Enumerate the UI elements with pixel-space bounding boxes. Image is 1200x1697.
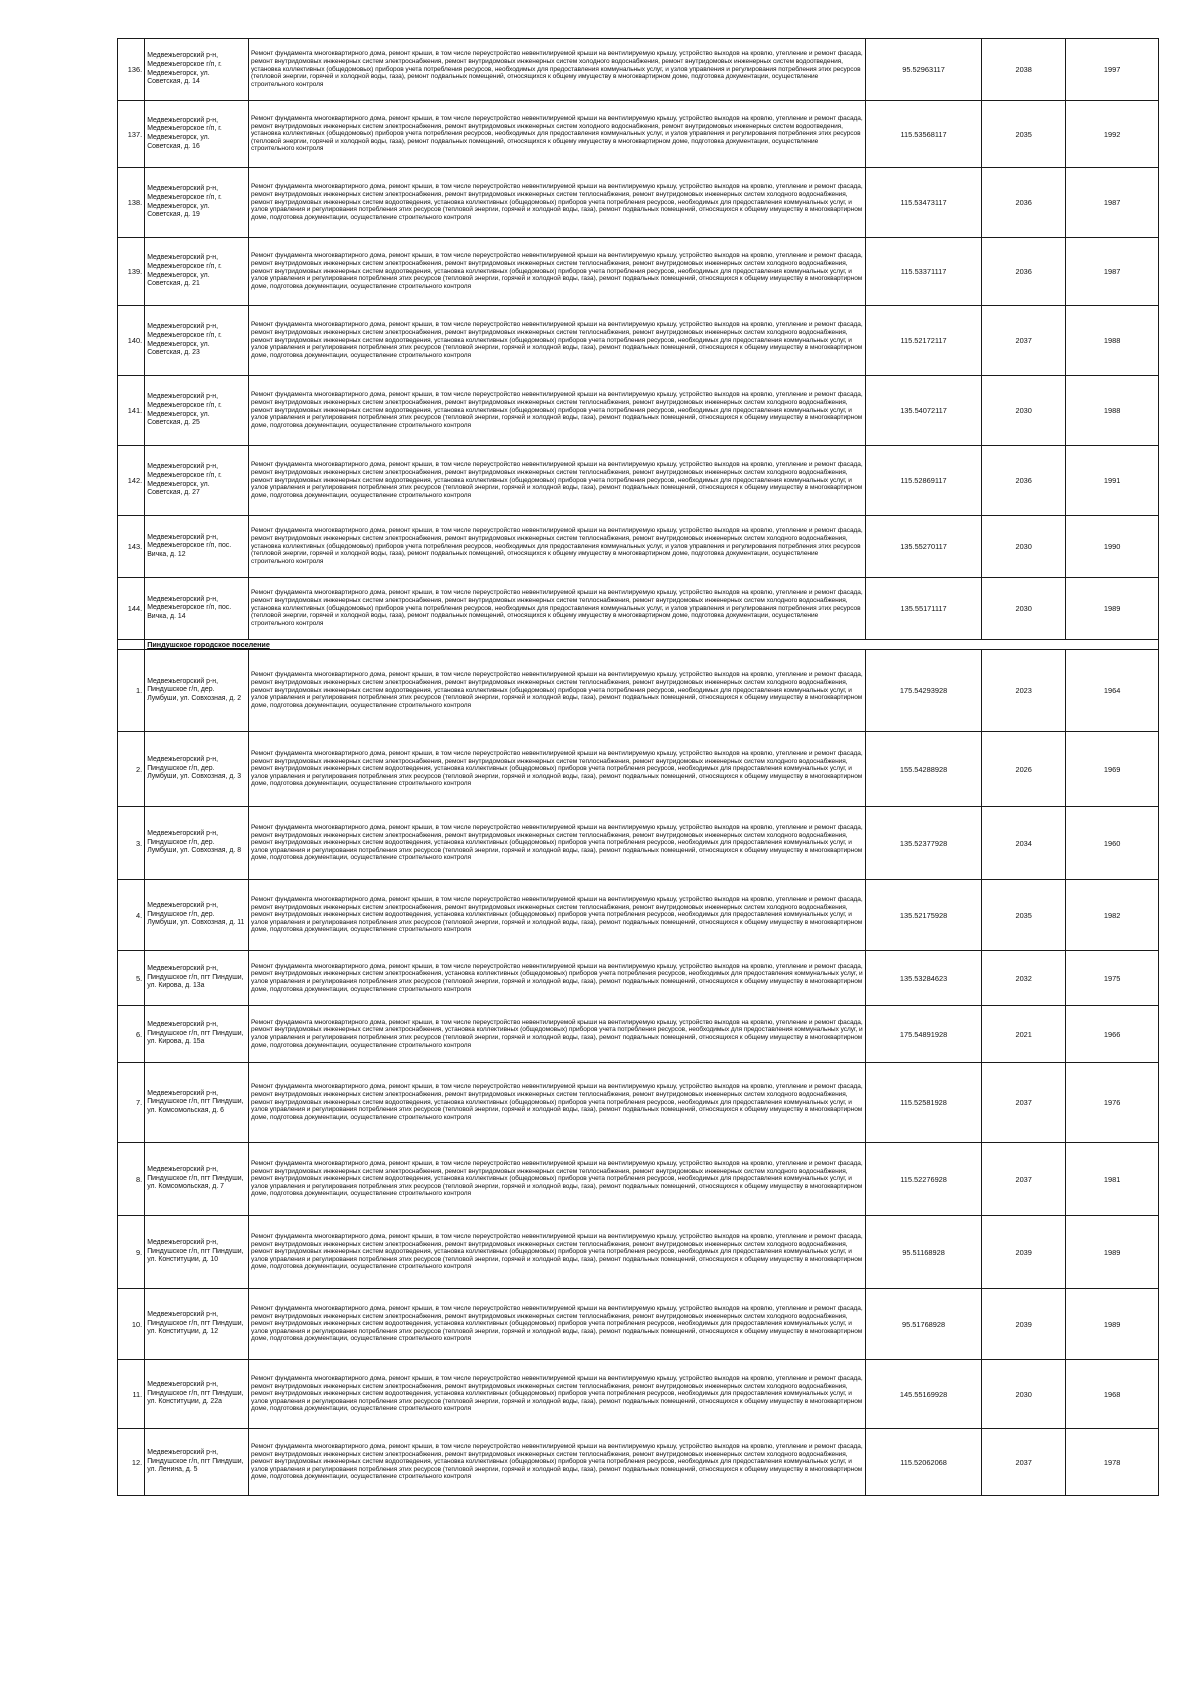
address-cell: Медвежьегорский р-н, Пиндушское г/п, дер. Лумбуши, ул. Совхозная, д. 3 bbox=[145, 732, 249, 807]
cost-code-cell: 175.54293928 bbox=[865, 650, 981, 732]
section-block bbox=[118, 640, 1159, 650]
year-built-cell: 1966 bbox=[1066, 1006, 1159, 1063]
address-cell: Медвежьегорский р-н, Пиндушское г/п, пгт Пиндуши, ул. Кирова, д. 15а bbox=[145, 1006, 249, 1063]
year-built-cell: 1990 bbox=[1066, 516, 1159, 578]
cost-code-cell: 135.52377928 bbox=[865, 807, 981, 880]
row-number: 141. bbox=[118, 376, 145, 446]
works-description-cell: Ремонт фундамента многоквартирного дома, ремонт крыши, в том числе переустройство невентилируемой крыши на вентилируемую крышу, устройство выходов на кровлю, утепление и ремонт фасада, ремонт внутридомовых инженерных систем электроснабжения, ремонт внутридомовых инженерных систем теплоснабжения, ремонт внутридомовых инженерных систем холодного водоснабжения, ремонт внутридомовых инженерных систем водоотведения, установка коллективных (общедомовых) приборов учета потребления ресурсов, необходимых для предоставления коммунальных услуг, и узлов управления и регулирования потребления этих ресурсов (тепловой энергии, горячей и холодной воды, газа), ремонт подвальных помещений, относящихся к общему имуществу в многоквартирном доме, подготовка документации, осуществление строительного контроля bbox=[249, 1429, 866, 1496]
address-cell: Медвежьегорский р-н, Пиндушское г/п, пгт Пиндуши, ул. Конституции, д. 10 bbox=[145, 1216, 249, 1289]
year-built-cell: 1968 bbox=[1066, 1360, 1159, 1429]
works-description-cell: Ремонт фундамента многоквартирного дома, ремонт крыши, в том числе переустройство невентилируемой крыши на вентилируемую крышу, устройство выходов на кровлю, утепление и ремонт фасада, ремонт внутридомовых инженерных систем электроснабжения, ремонт внутридомовых инженерных систем холодного водоснабжения, ремонт внутридомовых инженерных систем водоотведения, установка коллективных (общедомовых) приборов учета потребления ресурсов, необходимых для предоставления коммунальных услуг, и узлов управления и регулирования потребления этих ресурсов (тепловой энергии, горячей и холодной воды, газа), ремонт подвальных помещений, относящихся к общему имуществу в многоквартирном доме, подготовка документации, осуществление строительного контроля bbox=[249, 101, 866, 168]
year-built-cell: 1989 bbox=[1066, 578, 1159, 640]
row-number: 143. bbox=[118, 516, 145, 578]
table-row bbox=[118, 168, 1159, 238]
address-cell: Медвежьегорский р-н, Медвежьегорское г/п, г. Медвежьегорск, ул. Советская, д. 25 bbox=[145, 376, 249, 446]
year-built-cell: 1978 bbox=[1066, 1429, 1159, 1496]
table-row bbox=[118, 578, 1159, 640]
address-cell: Медвежьегорский р-н, Медвежьегорское г/п, г. Медвежьегорск, ул. Советская, д. 14 bbox=[145, 39, 249, 101]
table-row bbox=[118, 1289, 1159, 1360]
address-cell: Медвежьегорский р-н, Пиндушское г/п, пгт Пиндуши, ул. Конституции, д. 12 bbox=[145, 1289, 249, 1360]
row-number: 2. bbox=[118, 732, 145, 807]
planned-year-cell: 2021 bbox=[982, 1006, 1066, 1063]
planned-year-cell: 2036 bbox=[982, 446, 1066, 516]
address-cell: Медвежьегорский р-н, Пиндушское г/п, дер. Лумбуши, ул. Совхозная, д. 2 bbox=[145, 650, 249, 732]
cost-code-cell: 115.52581928 bbox=[865, 1063, 981, 1143]
planned-year-cell: 2037 bbox=[982, 306, 1066, 376]
cost-code-cell: 115.52172117 bbox=[865, 306, 981, 376]
planned-year-cell: 2026 bbox=[982, 732, 1066, 807]
section-title: Пиндушское городское поселение bbox=[145, 640, 1159, 650]
planned-year-cell: 2036 bbox=[982, 238, 1066, 306]
row-number: 11. bbox=[118, 1360, 145, 1429]
cost-code-cell: 115.53371117 bbox=[865, 238, 981, 306]
table-row bbox=[118, 1143, 1159, 1216]
year-built-cell: 1982 bbox=[1066, 880, 1159, 951]
section-header-row bbox=[118, 640, 1159, 650]
works-description-cell: Ремонт фундамента многоквартирного дома, ремонт крыши, в том числе переустройство невентилируемой крыши на вентилируемую крышу, устройство выходов на кровлю, утепление и ремонт фасада, ремонт внутридомовых инженерных систем электроснабжения, ремонт внутридомовых инженерных систем теплоснабжения, ремонт внутридомовых инженерных систем холодного водоснабжения, ремонт внутридомовых инженерных систем водоотведения, установка коллективных (общедомовых) приборов учета потребления ресурсов, необходимых для предоставления коммунальных услуг, и узлов управления и регулирования потребления этих ресурсов (тепловой энергии, горячей и холодной воды, газа), ремонт подвальных помещений, относящихся к общему имуществу в многоквартирном доме, подготовка документации, осуществление строительного контроля bbox=[249, 1289, 866, 1360]
cost-code-cell: 95.52963117 bbox=[865, 39, 981, 101]
row-number: 138. bbox=[118, 168, 145, 238]
planned-year-cell: 2032 bbox=[982, 951, 1066, 1006]
row-number: 1. bbox=[118, 650, 145, 732]
table-row bbox=[118, 1006, 1159, 1063]
medvezhyegorsk-rows bbox=[118, 39, 1159, 640]
table-row bbox=[118, 101, 1159, 168]
row-number: 139. bbox=[118, 238, 145, 306]
year-built-cell: 1976 bbox=[1066, 1063, 1159, 1143]
works-description-cell: Ремонт фундамента многоквартирного дома, ремонт крыши, в том числе переустройство невентилируемой крыши на вентилируемую крышу, устройство выходов на кровлю, утепление и ремонт фасада, ремонт внутридомовых инженерных систем электроснабжения, ремонт внутридомовых инженерных систем теплоснабжения, ремонт внутридомовых инженерных систем холодного водоснабжения, ремонт внутридомовых инженерных систем водоотведения, установка коллективных (общедомовых) приборов учета потребления ресурсов, необходимых для предоставления коммунальных услуг, и узлов управления и регулирования потребления этих ресурсов (тепловой энергии, горячей и холодной воды, газа), ремонт подвальных помещений, относящихся к общему имуществу в многоквартирном доме, подготовка документации, осуществление строительного контроля bbox=[249, 376, 866, 446]
year-built-cell: 1987 bbox=[1066, 238, 1159, 306]
table-row bbox=[118, 446, 1159, 516]
address-cell: Медвежьегорский р-н, Медвежьегорское г/п, г. Медвежьегорск, ул. Советская, д. 27 bbox=[145, 446, 249, 516]
address-cell: Медвежьегорский р-н, Пиндушское г/п, пгт Пиндуши, ул. Комсомольская, д. 7 bbox=[145, 1143, 249, 1216]
row-number: 8. bbox=[118, 1143, 145, 1216]
table-row bbox=[118, 238, 1159, 306]
table-row bbox=[118, 1360, 1159, 1429]
address-cell: Медвежьегорский р-н, Медвежьегорское г/п, г. Медвежьегорск, ул. Советская, д. 23 bbox=[145, 306, 249, 376]
table-row bbox=[118, 807, 1159, 880]
planned-year-cell: 2037 bbox=[982, 1429, 1066, 1496]
address-cell: Медвежьегорский р-н, Пиндушское г/п, пгт Пиндуши, ул. Ленина, д. 5 bbox=[145, 1429, 249, 1496]
year-built-cell: 1960 bbox=[1066, 807, 1159, 880]
address-cell: Медвежьегорский р-н, Пиндушское г/п, пгт Пиндуши, ул. Кирова, д. 13а bbox=[145, 951, 249, 1006]
pindushi-rows bbox=[118, 650, 1159, 1496]
cost-code-cell: 115.53473117 bbox=[865, 168, 981, 238]
works-description-cell: Ремонт фундамента многоквартирного дома, ремонт крыши, в том числе переустройство невентилируемой крыши на вентилируемую крышу, устройство выходов на кровлю, утепление и ремонт фасада, ремонт внутридомовых инженерных систем электроснабжения, ремонт внутридомовых инженерных систем теплоснабжения, ремонт внутридомовых инженерных систем холодного водоснабжения, ремонт внутридомовых инженерных систем водоотведения, установка коллективных (общедомовых) приборов учета потребления ресурсов, необходимых для предоставления коммунальных услуг, и узлов управления и регулирования потребления этих ресурсов (тепловой энергии, горячей и холодной воды, газа), ремонт подвальных помещений, относящихся к общему имуществу в многоквартирном доме, подготовка документации, осуществление строительного контроля bbox=[249, 1360, 866, 1429]
address-cell: Медвежьегорский р-н, Медвежьегорское г/п, пос. Вичка, д. 12 bbox=[145, 516, 249, 578]
planned-year-cell: 2037 bbox=[982, 1143, 1066, 1216]
table-row bbox=[118, 516, 1159, 578]
cost-code-cell: 115.52062068 bbox=[865, 1429, 981, 1496]
table-row bbox=[118, 1429, 1159, 1496]
planned-year-cell: 2034 bbox=[982, 807, 1066, 880]
planned-year-cell: 2037 bbox=[982, 1063, 1066, 1143]
row-number: 137. bbox=[118, 101, 145, 168]
row-number: 144. bbox=[118, 578, 145, 640]
address-cell: Медвежьегорский р-н, Медвежьегорское г/п, г. Медвежьегорск, ул. Советская, д. 21 bbox=[145, 238, 249, 306]
cost-code-cell: 145.55169928 bbox=[865, 1360, 981, 1429]
year-built-cell: 1988 bbox=[1066, 376, 1159, 446]
cost-code-cell: 115.52276928 bbox=[865, 1143, 981, 1216]
year-built-cell: 1991 bbox=[1066, 446, 1159, 516]
address-cell: Медвежьегорский р-н, Пиндушское г/п, дер. Лумбуши, ул. Совхозная, д. 11 bbox=[145, 880, 249, 951]
row-number: 9. bbox=[118, 1216, 145, 1289]
planned-year-cell: 2030 bbox=[982, 578, 1066, 640]
works-description-cell: Ремонт фундамента многоквартирного дома, ремонт крыши, в том числе переустройство невентилируемой крыши на вентилируемую крышу, устройство выходов на кровлю, утепление и ремонт фасада, ремонт внутридомовых инженерных систем электроснабжения, ремонт внутридомовых инженерных систем теплоснабжения, ремонт внутридомовых инженерных систем холодного водоснабжения, ремонт внутридомовых инженерных систем водоотведения, установка коллективных (общедомовых) приборов учета потребления ресурсов, необходимых для предоставления коммунальных услуг, и узлов управления и регулирования потребления этих ресурсов (тепловой энергии, горячей и холодной воды, газа), ремонт подвальных помещений, относящихся к общему имуществу в многоквартирном доме, подготовка документации, осуществление строительного контроля bbox=[249, 168, 866, 238]
planned-year-cell: 2023 bbox=[982, 650, 1066, 732]
works-description-cell: Ремонт фундамента многоквартирного дома, ремонт крыши, в том числе переустройство невентилируемой крыши на вентилируемую крышу, устройство выходов на кровлю, утепление и ремонт фасада, ремонт внутридомовых инженерных систем электроснабжения, ремонт внутридомовых инженерных систем теплоснабжения, ремонт внутридомовых инженерных систем холодного водоснабжения, ремонт внутридомовых инженерных систем водоотведения, установка коллективных (общедомовых) приборов учета потребления ресурсов, необходимых для предоставления коммунальных услуг, и узлов управления и регулирования потребления этих ресурсов (тепловой энергии, горячей и холодной воды, газа), ремонт подвальных помещений, относящихся к общему имуществу в многоквартирном доме, подготовка документации, осуществление строительного контроля bbox=[249, 880, 866, 951]
year-built-cell: 1989 bbox=[1066, 1289, 1159, 1360]
table-row bbox=[118, 951, 1159, 1006]
year-built-cell: 1988 bbox=[1066, 306, 1159, 376]
table-row bbox=[118, 39, 1159, 101]
cost-code-cell: 135.52175928 bbox=[865, 880, 981, 951]
year-built-cell: 1987 bbox=[1066, 168, 1159, 238]
planned-year-cell: 2035 bbox=[982, 880, 1066, 951]
works-description-cell: Ремонт фундамента многоквартирного дома, ремонт крыши, в том числе переустройство невентилируемой крыши на вентилируемую крышу, устройство выходов на кровлю, утепление и ремонт фасада, ремонт внутридомовых инженерных систем электроснабжения, ремонт внутридомовых инженерных систем теплоснабжения, ремонт внутридомовых инженерных систем холодного водоснабжения, ремонт внутридомовых инженерных систем водоотведения, установка коллективных (общедомовых) приборов учета потребления ресурсов, необходимых для предоставления коммунальных услуг, и узлов управления и регулирования потребления этих ресурсов (тепловой энергии, горячей и холодной воды, газа), ремонт подвальных помещений, относящихся к общему имуществу в многоквартирном доме, подготовка документации, осуществление строительного контроля bbox=[249, 807, 866, 880]
cost-code-cell: 135.54072117 bbox=[865, 376, 981, 446]
planned-year-cell: 2038 bbox=[982, 39, 1066, 101]
row-number: 136. bbox=[118, 39, 145, 101]
table-row bbox=[118, 650, 1159, 732]
year-built-cell: 1981 bbox=[1066, 1143, 1159, 1216]
address-cell: Медвежьегорский р-н, Медвежьегорское г/п, г. Медвежьегорск, ул. Советская, д. 16 bbox=[145, 101, 249, 168]
row-number: 10. bbox=[118, 1289, 145, 1360]
address-cell: Медвежьегорский р-н, Пиндушское г/п, пгт Пиндуши, ул. Комсомольская, д. 6 bbox=[145, 1063, 249, 1143]
planned-year-cell: 2036 bbox=[982, 168, 1066, 238]
works-description-cell: Ремонт фундамента многоквартирного дома, ремонт крыши, в том числе переустройство невентилируемой крыши на вентилируемую крышу, устройство выходов на кровлю, утепление и ремонт фасада, ремонт внутридомовых инженерных систем электроснабжения, ремонт внутридомовых инженерных систем теплоснабжения, ремонт внутридомовых инженерных систем холодного водоснабжения, ремонт внутридомовых инженерных систем водоотведения, установка коллективных (общедомовых) приборов учета потребления ресурсов, необходимых для предоставления коммунальных услуг, и узлов управления и регулирования потребления этих ресурсов (тепловой энергии, горячей и холодной воды, газа), ремонт подвальных помещений, относящихся к общему имуществу в многоквартирном доме, подготовка документации, осуществление строительного контроля bbox=[249, 1063, 866, 1143]
works-description-cell: Ремонт фундамента многоквартирного дома, ремонт крыши, в том числе переустройство невентилируемой крыши на вентилируемую крышу, устройство выходов на кровлю, утепление и ремонт фасада, ремонт внутридомовых инженерных систем электроснабжения, установка коллективных (общедомовых) приборов учета потребления ресурсов, необходимых для предоставления коммунальных услуг, и узлов управления и регулирования потребления этих ресурсов (тепловой энергии, горячей и холодной воды, газа), ремонт подвальных помещений, относящихся к общему имуществу в многоквартирном доме, подготовка документации, осуществление строительного контроля bbox=[249, 951, 866, 1006]
row-number: 7. bbox=[118, 1063, 145, 1143]
row-number: 5. bbox=[118, 951, 145, 1006]
works-description-cell: Ремонт фундамента многоквартирного дома, ремонт крыши, в том числе переустройство невентилируемой крыши на вентилируемую крышу, устройство выходов на кровлю, утепление и ремонт фасада, ремонт внутридомовых инженерных систем электроснабжения, установка коллективных (общедомовых) приборов учета потребления ресурсов, необходимых для предоставления коммунальных услуг, и узлов управления и регулирования потребления этих ресурсов (тепловой энергии, горячей и холодной воды, газа), ремонт подвальных помещений, относящихся к общему имуществу в многоквартирном доме, подготовка документации, осуществление строительного контроля bbox=[249, 1006, 866, 1063]
planned-year-cell: 2039 bbox=[982, 1216, 1066, 1289]
row-number: 140. bbox=[118, 306, 145, 376]
address-cell: Медвежьегорский р-н, Медвежьегорское г/п, пос. Вичка, д. 14 bbox=[145, 578, 249, 640]
planned-year-cell: 2035 bbox=[982, 101, 1066, 168]
cost-code-cell: 135.53284623 bbox=[865, 951, 981, 1006]
cost-code-cell: 115.53568117 bbox=[865, 101, 981, 168]
cost-code-cell: 95.51168928 bbox=[865, 1216, 981, 1289]
planned-year-cell: 2030 bbox=[982, 1360, 1066, 1429]
address-cell: Медвежьегорский р-н, Пиндушское г/п, дер. Лумбуши, ул. Совхозная, д. 8 bbox=[145, 807, 249, 880]
table-row bbox=[118, 732, 1159, 807]
section-blank-cell bbox=[118, 640, 145, 650]
year-built-cell: 1969 bbox=[1066, 732, 1159, 807]
works-description-cell: Ремонт фундамента многоквартирного дома, ремонт крыши, в том числе переустройство невентилируемой крыши на вентилируемую крышу, устройство выходов на кровлю, утепление и ремонт фасада, ремонт внутридомовых инженерных систем электроснабжения, ремонт внутридомовых инженерных систем теплоснабжения, ремонт внутридомовых инженерных систем холодного водоснабжения, ремонт внутридомовых инженерных систем водоотведения, установка коллективных (общедомовых) приборов учета потребления ресурсов, необходимых для предоставления коммунальных услуг, и узлов управления и регулирования потребления этих ресурсов (тепловой энергии, горячей и холодной воды, газа), ремонт подвальных помещений, относящихся к общему имуществу в многоквартирном доме, подготовка документации, осуществление строительного контроля bbox=[249, 1143, 866, 1216]
planned-year-cell: 2030 bbox=[982, 376, 1066, 446]
planned-year-cell: 2030 bbox=[982, 516, 1066, 578]
capital-repair-table bbox=[117, 38, 1159, 1496]
year-built-cell: 1975 bbox=[1066, 951, 1159, 1006]
row-number: 4. bbox=[118, 880, 145, 951]
cost-code-cell: 155.54288928 bbox=[865, 732, 981, 807]
row-number: 142. bbox=[118, 446, 145, 516]
address-cell: Медвежьегорский р-н, Пиндушское г/п, пгт Пиндуши, ул. Конституции, д. 22а bbox=[145, 1360, 249, 1429]
works-description-cell: Ремонт фундамента многоквартирного дома, ремонт крыши, в том числе переустройство невентилируемой крыши на вентилируемую крышу, устройство выходов на кровлю, утепление и ремонт фасада, ремонт внутридомовых инженерных систем электроснабжения, ремонт внутридомовых инженерных систем теплоснабжения, ремонт внутридомовых инженерных систем холодного водоснабжения, ремонт внутридомовых инженерных систем водоотведения, установка коллективных (общедомовых) приборов учета потребления ресурсов, необходимых для предоставления коммунальных услуг, и узлов управления и регулирования потребления этих ресурсов (тепловой энергии, горячей и холодной воды, газа), ремонт подвальных помещений, относящихся к общему имуществу в многоквартирном доме, подготовка документации, осуществление строительного контроля bbox=[249, 306, 866, 376]
table-row bbox=[118, 880, 1159, 951]
table-row bbox=[118, 376, 1159, 446]
planned-year-cell: 2039 bbox=[982, 1289, 1066, 1360]
row-number: 3. bbox=[118, 807, 145, 880]
cost-code-cell: 135.55171117 bbox=[865, 578, 981, 640]
table-row bbox=[118, 1063, 1159, 1143]
works-description-cell: Ремонт фундамента многоквартирного дома, ремонт крыши, в том числе переустройство невентилируемой крыши на вентилируемую крышу, устройство выходов на кровлю, утепление и ремонт фасада, ремонт внутридомовых инженерных систем электроснабжения, ремонт внутридомовых инженерных систем теплоснабжения, ремонт внутридомовых инженерных систем холодного водоснабжения, установка коллективных (общедомовых) приборов учета потребления ресурсов, необходимых для предоставления коммунальных услуг, и узлов управления и регулирования потребления этих ресурсов (тепловой энергии, горячей и холодной воды, газа), ремонт подвальных помещений, относящихся к общему имуществу в многоквартирном доме, подготовка документации, осуществление строительного контроля bbox=[249, 516, 866, 578]
year-built-cell: 1989 bbox=[1066, 1216, 1159, 1289]
cost-code-cell: 135.55270117 bbox=[865, 516, 981, 578]
row-number: 12. bbox=[118, 1429, 145, 1496]
cost-code-cell: 95.51768928 bbox=[865, 1289, 981, 1360]
year-built-cell: 1992 bbox=[1066, 101, 1159, 168]
cost-code-cell: 175.54891928 bbox=[865, 1006, 981, 1063]
works-description-cell: Ремонт фундамента многоквартирного дома, ремонт крыши, в том числе переустройство невентилируемой крыши на вентилируемую крышу, устройство выходов на кровлю, утепление и ремонт фасада, ремонт внутридомовых инженерных систем электроснабжения, ремонт внутридомовых инженерных систем холодного водоснабжения, ремонт внутридомовых инженерных систем водоотведения, установка коллективных (общедомовых) приборов учета потребления ресурсов, необходимых для предоставления коммунальных услуг, и узлов управления и регулирования потребления этих ресурсов (тепловой энергии, горячей и холодной воды, газа), ремонт подвальных помещений, относящихся к общему имуществу в многоквартирном доме, подготовка документации, осуществление строительного контроля bbox=[249, 39, 866, 101]
year-built-cell: 1964 bbox=[1066, 650, 1159, 732]
address-cell: Медвежьегорский р-н, Медвежьегорское г/п, г. Медвежьегорск, ул. Советская, д. 19 bbox=[145, 168, 249, 238]
table-row bbox=[118, 1216, 1159, 1289]
cost-code-cell: 115.52869117 bbox=[865, 446, 981, 516]
works-description-cell: Ремонт фундамента многоквартирного дома, ремонт крыши, в том числе переустройство невентилируемой крыши на вентилируемую крышу, устройство выходов на кровлю, утепление и ремонт фасада, ремонт внутридомовых инженерных систем электроснабжения, ремонт внутридомовых инженерных систем теплоснабжения, ремонт внутридомовых инженерных систем холодного водоснабжения, ремонт внутридомовых инженерных систем водоотведения, установка коллективных (общедомовых) приборов учета потребления ресурсов, необходимых для предоставления коммунальных услуг, и узлов управления и регулирования потребления этих ресурсов (тепловой энергии, горячей и холодной воды, газа), ремонт подвальных помещений, относящихся к общему имуществу в многоквартирном доме, подготовка документации, осуществление строительного контроля bbox=[249, 238, 866, 306]
works-description-cell: Ремонт фундамента многоквартирного дома, ремонт крыши, в том числе переустройство невентилируемой крыши на вентилируемую крышу, устройство выходов на кровлю, утепление и ремонт фасада, ремонт внутридомовых инженерных систем электроснабжения, ремонт внутридомовых инженерных систем теплоснабжения, ремонт внутридомовых инженерных систем холодного водоснабжения, ремонт внутридомовых инженерных систем водоотведения, установка коллективных (общедомовых) приборов учета потребления ресурсов, необходимых для предоставления коммунальных услуг, и узлов управления и регулирования потребления этих ресурсов (тепловой энергии, горячей и холодной воды, газа), ремонт подвальных помещений, относящихся к общему имуществу в многоквартирном доме, подготовка документации, осуществление строительного контроля bbox=[249, 1216, 866, 1289]
works-description-cell: Ремонт фундамента многоквартирного дома, ремонт крыши, в том числе переустройство невентилируемой крыши на вентилируемую крышу, устройство выходов на кровлю, утепление и ремонт фасада, ремонт внутридомовых инженерных систем электроснабжения, ремонт внутридомовых инженерных систем теплоснабжения, ремонт внутридомовых инженерных систем холодного водоснабжения, ремонт внутридомовых инженерных систем водоотведения, установка коллективных (общедомовых) приборов учета потребления ресурсов, необходимых для предоставления коммунальных услуг, и узлов управления и регулирования потребления этих ресурсов (тепловой энергии, горячей и холодной воды, газа), ремонт подвальных помещений, относящихся к общему имуществу в многоквартирном доме, подготовка документации, осуществление строительного контроля bbox=[249, 650, 866, 732]
works-description-cell: Ремонт фундамента многоквартирного дома, ремонт крыши, в том числе переустройство невентилируемой крыши на вентилируемую крышу, устройство выходов на кровлю, утепление и ремонт фасада, ремонт внутридомовых инженерных систем электроснабжения, ремонт внутридомовых инженерных систем теплоснабжения, ремонт внутридомовых инженерных систем холодного водоснабжения, установка коллективных (общедомовых) приборов учета потребления ресурсов, необходимых для предоставления коммунальных услуг, и узлов управления и регулирования потребления этих ресурсов (тепловой энергии, горячей и холодной воды, газа), ремонт подвальных помещений, относящихся к общему имуществу в многоквартирном доме, подготовка документации, осуществление строительного контроля bbox=[249, 578, 866, 640]
row-number: 6. bbox=[118, 1006, 145, 1063]
table-row bbox=[118, 306, 1159, 376]
works-description-cell: Ремонт фундамента многоквартирного дома, ремонт крыши, в том числе переустройство невентилируемой крыши на вентилируемую крышу, устройство выходов на кровлю, утепление и ремонт фасада, ремонт внутридомовых инженерных систем электроснабжения, ремонт внутридомовых инженерных систем теплоснабжения, ремонт внутридомовых инженерных систем холодного водоснабжения, ремонт внутридомовых инженерных систем водоотведения, установка коллективных (общедомовых) приборов учета потребления ресурсов, необходимых для предоставления коммунальных услуг, и узлов управления и регулирования потребления этих ресурсов (тепловой энергии, горячей и холодной воды, газа), ремонт подвальных помещений, относящихся к общему имуществу в многоквартирном доме, подготовка документации, осуществление строительного контроля bbox=[249, 732, 866, 807]
year-built-cell: 1997 bbox=[1066, 39, 1159, 101]
works-description-cell: Ремонт фундамента многоквартирного дома, ремонт крыши, в том числе переустройство невентилируемой крыши на вентилируемую крышу, устройство выходов на кровлю, утепление и ремонт фасада, ремонт внутридомовых инженерных систем электроснабжения, ремонт внутридомовых инженерных систем теплоснабжения, ремонт внутридомовых инженерных систем холодного водоснабжения, ремонт внутридомовых инженерных систем водоотведения, установка коллективных (общедомовых) приборов учета потребления ресурсов, необходимых для предоставления коммунальных услуг, и узлов управления и регулирования потребления этих ресурсов (тепловой энергии, горячей и холодной воды, газа), ремонт подвальных помещений, относящихся к общему имуществу в многоквартирном доме, подготовка документации, осуществление строительного контроля bbox=[249, 446, 866, 516]
